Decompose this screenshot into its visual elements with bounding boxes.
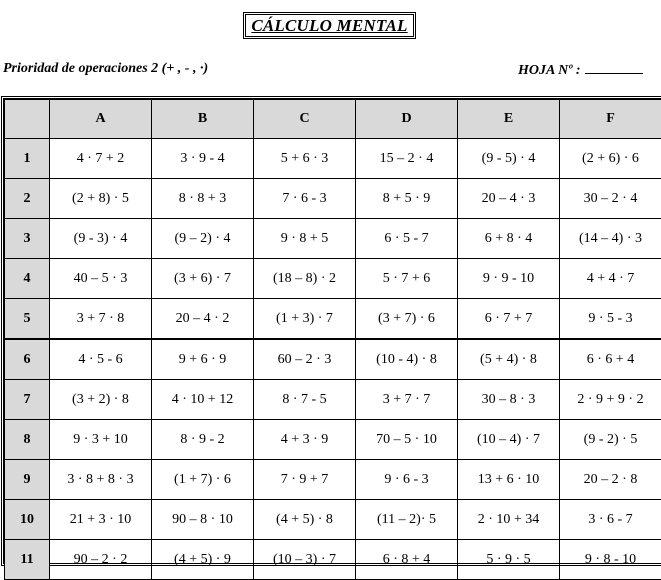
expression-cell: (2 + 6) · 6 bbox=[560, 139, 661, 179]
row-number: 9 bbox=[5, 460, 50, 500]
expression-cell: 5 · 7 + 6 bbox=[356, 259, 458, 299]
expression-cell: 2 · 10 + 34 bbox=[458, 500, 560, 540]
table-row bbox=[5, 420, 661, 460]
expression-cell: (10 – 3) · 7 bbox=[254, 540, 356, 580]
expression-cell: (1 + 3) · 7 bbox=[254, 299, 356, 340]
expression-cell: (3 + 7) · 6 bbox=[356, 299, 458, 340]
expression-cell: (4 + 5) · 8 bbox=[254, 500, 356, 540]
table-row bbox=[5, 219, 661, 259]
expression-cell: 9 · 8 - 10 bbox=[560, 540, 661, 580]
row-number: 10 bbox=[5, 500, 50, 540]
row-number: 4 bbox=[5, 259, 50, 299]
table-row bbox=[5, 139, 661, 179]
expression-cell: (10 – 4) · 7 bbox=[458, 420, 560, 460]
table-row bbox=[5, 179, 661, 219]
expression-cell: 9 · 6 - 3 bbox=[356, 460, 458, 500]
expression-cell: 9 · 8 + 5 bbox=[254, 219, 356, 259]
worksheet-title: CÁLCULO MENTAL bbox=[243, 12, 416, 39]
row-number: 8 bbox=[5, 420, 50, 460]
expression-cell: 13 + 6 · 10 bbox=[458, 460, 560, 500]
expression-cell: (18 – 8) · 2 bbox=[254, 259, 356, 299]
expression-cell: 30 – 2 · 4 bbox=[560, 179, 661, 219]
expression-cell: 9 + 6 · 9 bbox=[152, 339, 254, 380]
row-number: 6 bbox=[5, 339, 50, 380]
expression-cell: 4 · 10 + 12 bbox=[152, 380, 254, 420]
column-header-e: E bbox=[458, 100, 560, 139]
table-row bbox=[5, 380, 661, 420]
expression-cell: 4 · 5 - 6 bbox=[50, 339, 152, 380]
expression-cell: (9 - 5) · 4 bbox=[458, 139, 560, 179]
table-row bbox=[5, 460, 661, 500]
expression-cell: 3 + 7 · 7 bbox=[356, 380, 458, 420]
expression-cell: 2 · 9 + 9 · 2 bbox=[560, 380, 661, 420]
expression-cell: 4 + 3 · 9 bbox=[254, 420, 356, 460]
expression-cell: 3 · 9 - 4 bbox=[152, 139, 254, 179]
expression-cell: 90 – 8 · 10 bbox=[152, 500, 254, 540]
row-number: 2 bbox=[5, 179, 50, 219]
table-row bbox=[5, 259, 661, 299]
expression-cell: (5 + 4) · 8 bbox=[458, 339, 560, 380]
expression-cell: 6 · 8 + 4 bbox=[356, 540, 458, 580]
expression-cell: 40 – 5 · 3 bbox=[50, 259, 152, 299]
expression-cell: 15 – 2 · 4 bbox=[356, 139, 458, 179]
expression-cell: (3 + 6) · 7 bbox=[152, 259, 254, 299]
expression-cell: 8 · 9 - 2 bbox=[152, 420, 254, 460]
column-header-a: A bbox=[50, 100, 152, 139]
expression-cell: 8 · 8 + 3 bbox=[152, 179, 254, 219]
expression-cell: 21 + 3 · 10 bbox=[50, 500, 152, 540]
expression-cell: 20 – 2 · 8 bbox=[560, 460, 661, 500]
expression-cell: (10 - 4) · 8 bbox=[356, 339, 458, 380]
expression-cell: 60 – 2 · 3 bbox=[254, 339, 356, 380]
table-row bbox=[5, 540, 661, 580]
expression-cell: 8 · 7 - 5 bbox=[254, 380, 356, 420]
expression-cell: 7 · 6 - 3 bbox=[254, 179, 356, 219]
expression-cell: 3 + 7 · 8 bbox=[50, 299, 152, 340]
exercise-grid bbox=[4, 99, 661, 580]
expression-cell: (9 – 2) · 4 bbox=[152, 219, 254, 259]
expression-cell: 3 · 6 - 7 bbox=[560, 500, 661, 540]
expression-cell: 4 · 7 + 2 bbox=[50, 139, 152, 179]
table-row bbox=[5, 299, 661, 340]
expression-cell: 9 · 3 + 10 bbox=[50, 420, 152, 460]
worksheet-subtitle: Prioridad de operaciones 2 (+ , - , ·) bbox=[3, 61, 208, 77]
expression-cell: 4 + 4 · 7 bbox=[560, 259, 661, 299]
expression-cell: 20 – 4 · 3 bbox=[458, 179, 560, 219]
expression-cell: 9 · 9 - 10 bbox=[458, 259, 560, 299]
row-number: 7 bbox=[5, 380, 50, 420]
expression-cell: (11 – 2)· 5 bbox=[356, 500, 458, 540]
expression-cell: 6 + 8 · 4 bbox=[458, 219, 560, 259]
expression-cell: (9 - 2) · 5 bbox=[560, 420, 661, 460]
expression-cell: 9 · 5 - 3 bbox=[560, 299, 661, 340]
sheet-number-field bbox=[518, 61, 643, 79]
expression-cell: 3 · 8 + 8 · 3 bbox=[50, 460, 152, 500]
grid-corner-cell bbox=[5, 100, 50, 139]
expression-cell: (2 + 8) · 5 bbox=[50, 179, 152, 219]
table-row bbox=[5, 500, 661, 540]
column-header-c: C bbox=[254, 100, 356, 139]
expression-cell: (1 + 7) · 6 bbox=[152, 460, 254, 500]
row-number: 1 bbox=[5, 139, 50, 179]
column-header-f: F bbox=[560, 100, 661, 139]
expression-cell: 20 – 4 · 2 bbox=[152, 299, 254, 340]
column-header-d: D bbox=[356, 100, 458, 139]
row-number: 5 bbox=[5, 299, 50, 340]
row-number: 3 bbox=[5, 219, 50, 259]
expression-cell: 6 · 5 - 7 bbox=[356, 219, 458, 259]
grid-header-row bbox=[5, 100, 661, 139]
expression-cell: 7 · 9 + 7 bbox=[254, 460, 356, 500]
column-header-b: B bbox=[152, 100, 254, 139]
exercise-grid-frame bbox=[1, 96, 661, 566]
expression-cell: 6 · 6 + 4 bbox=[560, 339, 661, 380]
expression-cell: 70 – 5 · 10 bbox=[356, 420, 458, 460]
expression-cell: (3 + 2) · 8 bbox=[50, 380, 152, 420]
expression-cell: 6 · 7 + 7 bbox=[458, 299, 560, 340]
expression-cell: 90 – 2 · 2 bbox=[50, 540, 152, 580]
expression-cell: 5 + 6 · 3 bbox=[254, 139, 356, 179]
expression-cell: 30 – 8 · 3 bbox=[458, 380, 560, 420]
expression-cell: 8 + 5 · 9 bbox=[356, 179, 458, 219]
table-row bbox=[5, 339, 661, 380]
expression-cell: (4 + 5) · 9 bbox=[152, 540, 254, 580]
expression-cell: (9 - 3) · 4 bbox=[50, 219, 152, 259]
expression-cell: (14 – 4) · 3 bbox=[560, 219, 661, 259]
row-number: 11 bbox=[5, 540, 50, 580]
sheet-label: HOJA Nº : bbox=[518, 63, 581, 78]
sheet-number-blank bbox=[585, 61, 643, 74]
expression-cell: 5 · 9 · 5 bbox=[458, 540, 560, 580]
